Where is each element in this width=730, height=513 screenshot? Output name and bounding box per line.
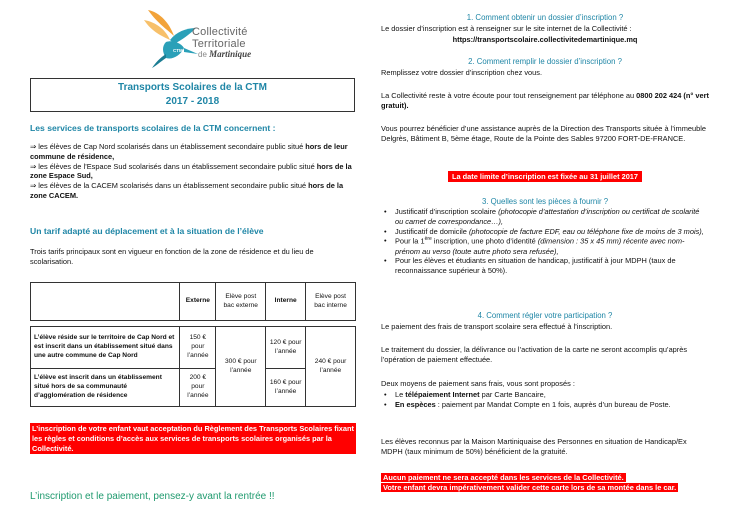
- inscription-url[interactable]: https://transportscolaire.collectivitedemartinique.mq: [452, 35, 638, 44]
- cell-postbac-interne: 240 € pour l’année: [306, 327, 356, 407]
- table-row: [31, 327, 356, 369]
- logo-badge: CTM: [173, 48, 183, 53]
- payment-warning: Aucun paiement ne sera accepté dans les services de la Collectivité. Votre enfant devra impérativement valider cette carte lors de sa montée dans le car.: [383, 473, 677, 492]
- paiement-text: Le paiement des frais de transport scolaire sera effectué à l’inscription.: [381, 322, 613, 331]
- payment-list: [381, 390, 709, 410]
- row-desc: L’élève réside sur le territoire de Cap Nord et est inscrit dans un établissement situé dans une autre commune de Cap Nord: [31, 327, 180, 369]
- heading-regler: 4. Comment régler votre participation ?: [477, 311, 613, 320]
- remplir-text: Remplissez votre dossier d’inscription chez vous.: [381, 68, 543, 77]
- hummingbird-logo-icon: [140, 6, 200, 68]
- table-header-postbac-externe: Elève post bac externe: [216, 283, 266, 321]
- cell-interne: 120 € pour l’année: [266, 327, 306, 369]
- title-box: [30, 78, 355, 112]
- heading-services: Les services de transports scolaires de la CTM concernent :: [30, 123, 276, 133]
- services-list: [30, 142, 356, 201]
- page-title: Transports Scolaires de la CTM: [118, 82, 267, 93]
- service-item-cacem: ⇒ les élèves de la CACEM scolarisés dans un établissement secondaire public situé hors de la zone CACEM.: [30, 181, 344, 200]
- service-item-cap-nord: ⇒ les élèves de Cap Nord scolarisés dans un établissement secondaire public situé hors de leur commune de résidence,: [30, 142, 348, 161]
- list-item: • Pour les élèves et étudiants en situation de handicap, justificatif à jour MDPH (taux de reconnaissance supérieur à 50%).: [381, 256, 709, 276]
- heading-remplir: 2. Comment remplir le dossier d’inscription ?: [468, 57, 622, 66]
- traitement-text: Le traitement du dossier, la délivrance ou l’activation de la carte ne seront accomplis qu’après l’opération de paiement effectuée.: [381, 345, 688, 364]
- heading-tarif: Un tarif adapté au déplacement et à la situation de l’élève: [30, 226, 264, 236]
- mdph-text: Les élèves reconnus par la Maison Martiniquaise des Personnes en situation de Handicap/Ex MDPH (taux minimum de 50%) bénéficient de la gratuité.: [381, 437, 687, 456]
- obtenir-text: Le dossier d’inscription est à renseigner sur le site internet de la Collectivité :: [381, 24, 632, 33]
- assistance-info: Vous pourrez bénéficier d’une assistance auprès de la Direction des Transports située à l’immeuble Delgrès, Bâtiment B, 5ème étage, Route de la Pointe des Sables 97200 FORT-DE-FRANCE.: [381, 124, 706, 143]
- list-item: • Le télépaiement Internet par Carte Bancaire,: [381, 390, 709, 400]
- page-subtitle-years: 2017 - 2018: [165, 96, 220, 107]
- cell-externe: 150 € pour l’année: [180, 327, 216, 369]
- logo-line3: de Martinique: [198, 49, 252, 59]
- tarif-table: [30, 282, 356, 407]
- list-item: • En espèces : paiement par Mandat Compte en 1 fois, auprès d’un bureau de Poste.: [381, 400, 709, 410]
- ctm-logo: [140, 6, 270, 72]
- heading-pieces: 3. Quelles sont les pièces à fournir ?: [481, 197, 609, 206]
- cell-externe: 200 € pour l’année: [180, 369, 216, 407]
- moyens-text: Deux moyens de paiement sans frais, vous sont proposés :: [381, 379, 575, 388]
- list-item: • Pour la 1ère inscription, une photo d’identité (dimension : 35 x 45 mm) récente avec nom-prénom au verso (toute autre photo sera refusée),: [381, 236, 709, 256]
- tarif-intro: Trois tarifs principaux sont en vigueur en fonction de la zone de résidence et du lieu de scolarisation.: [30, 247, 314, 266]
- service-item-espace-sud: ⇒ les élèves de l’Espace Sud scolarisés dans un établissement secondaire public situé hors de la zone Espace Sud,: [30, 161, 352, 181]
- footer-reminder: L’inscription et le paiement, pensez-y avant la rentrée !!: [30, 491, 275, 502]
- heading-obtenir: 1. Comment obtenir un dossier d’inscription ?: [466, 13, 624, 22]
- list-item: • Justificatif d’inscription scolaire (photocopie d’attestation d’inscription ou certificat de scolarité ou carnet de correspondance…),: [381, 207, 709, 227]
- table-header-interne: Interne: [266, 283, 306, 321]
- phone-info: La Collectivité reste à votre écoute pour tout renseignement par téléphone au 0800 202 424 (n° vert gratuit).: [381, 91, 709, 110]
- table-header-empty: [31, 283, 180, 321]
- table-header-postbac-interne: Elève post bac interne: [306, 283, 356, 321]
- list-item: • Justificatif de domicile (photocopie de facture EDF, eau ou téléphone fixe de moins de 3 mois),: [381, 227, 709, 237]
- cell-postbac-externe: 300 € pour l’année: [216, 327, 266, 407]
- cell-interne: 160 € pour l’année: [266, 369, 306, 407]
- row-desc: L’élève est inscrit dans un établissement situé hors de sa communauté d’agglomération de résidence: [31, 369, 180, 407]
- table-header-externe: Externe: [180, 283, 216, 321]
- logo-line2: Territoriale: [192, 38, 246, 50]
- logo-line1: Collectivité: [192, 26, 248, 38]
- deadline-banner: La date limite d’inscription est fixée au 31 juillet 2017: [425, 172, 665, 182]
- pieces-list: [381, 207, 709, 276]
- reglement-notice: L’inscription de votre enfant vaut acceptation du Règlement des Transports Scolaires fixant les règles et conditions d’accès aux services de transports scolaires organisés par la Collectivité.: [30, 423, 356, 454]
